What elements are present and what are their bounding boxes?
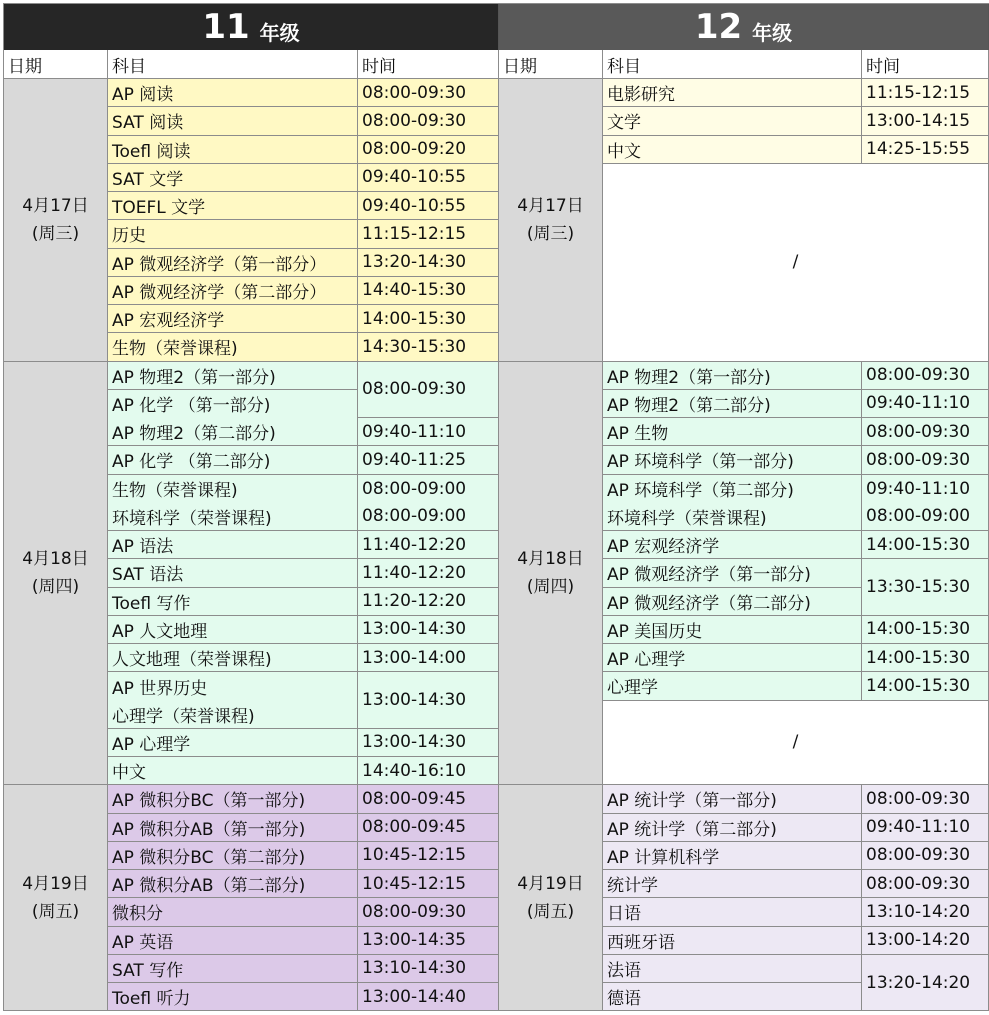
date-label: 4月17日 (22, 195, 89, 216)
time-cell: 14:40-16:10 (358, 757, 499, 785)
header-date: 日期 (499, 50, 603, 79)
subject-cell: 德语 (603, 983, 862, 1011)
subject-cell: AP 宏观经济学 (108, 305, 358, 333)
empty-slot: / (603, 164, 989, 362)
subject-cell: AP 语法 (108, 531, 358, 559)
time-cell: 14:30-15:30 (358, 333, 499, 361)
time-cell: 08:00-09:30 (358, 362, 499, 419)
subject-cell: 统计学 (603, 870, 862, 898)
subject-cell: AP 微积分AB（第一部分) (108, 814, 358, 842)
header-time: 时间 (862, 50, 989, 79)
subject-cell: 心理学 (603, 672, 862, 700)
time-cell: 11:40-12:20 (358, 531, 499, 559)
subject-cell: AP 生物 (603, 418, 862, 446)
header-subject: 科目 (108, 50, 358, 79)
time-cell: 08:00-09:30 (862, 842, 989, 870)
time-cell: 09:40-10:55 (358, 192, 499, 220)
subject-cell: 生物（荣誉课程) (108, 475, 358, 503)
subject-cell: 生物（荣誉课程) (108, 333, 358, 361)
time-cell: 08:00-09:30 (358, 898, 499, 926)
subject-cell: AP 化学 （第一部分) (108, 390, 358, 418)
time-cell: 13:20-14:30 (358, 249, 499, 277)
time-cell: 08:00-09:00 (358, 503, 499, 531)
subject-cell: AP 统计学（第二部分) (603, 814, 862, 842)
subject-cell: 人文地理（荣誉课程) (108, 644, 358, 672)
time-cell: 09:40-11:25 (358, 446, 499, 474)
subject-cell: AP 物理2（第二部分) (603, 390, 862, 418)
date-label: 4月19日 (517, 873, 584, 894)
time-cell: 11:40-12:20 (358, 559, 499, 587)
subject-cell: AP 化学 （第二部分) (108, 446, 358, 474)
subject-cell: AP 物理2（第一部分) (603, 362, 862, 390)
time-cell: 08:00-09:30 (358, 79, 499, 107)
subject-cell: AP 英语 (108, 927, 358, 955)
subject-cell: 中文 (108, 757, 358, 785)
grade-number: 11 (202, 7, 250, 47)
time-cell: 11:15-12:15 (358, 220, 499, 248)
subject-cell: SAT 阅读 (108, 107, 358, 135)
subject-cell: SAT 文学 (108, 164, 358, 192)
time-cell: 13:00-14:30 (358, 616, 499, 644)
time-cell: 08:00-09:45 (358, 785, 499, 813)
subject-cell: Toefl 阅读 (108, 136, 358, 164)
grade-title-12 (499, 4, 989, 50)
time-cell: 10:45-12:15 (358, 842, 499, 870)
weekday-label: (周三) (31, 223, 80, 244)
time-cell: 14:00-15:30 (358, 305, 499, 333)
grade-suffix: 年级 (259, 20, 300, 45)
subject-cell: 心理学（荣誉课程) (108, 701, 358, 729)
time-cell: 13:30-15:30 (862, 559, 989, 616)
subject-cell: AP 计算机科学 (603, 842, 862, 870)
subject-cell: 文学 (603, 107, 862, 135)
subject-cell: 电影研究 (603, 79, 862, 107)
weekday-label: (周三) (526, 223, 575, 244)
grade-number: 12 (694, 7, 743, 47)
subject-cell: AP 微观经济学（第一部分） (108, 249, 358, 277)
subject-cell: SAT 写作 (108, 955, 358, 983)
subject-cell: 历史 (108, 220, 358, 248)
time-cell: 08:00-09:45 (358, 814, 499, 842)
time-cell: 08:00-09:30 (862, 418, 989, 446)
subject-cell: AP 心理学 (603, 644, 862, 672)
header-subject: 科目 (603, 50, 862, 79)
subject-cell: 法语 (603, 955, 862, 983)
subject-cell: 中文 (603, 136, 862, 164)
time-cell: 13:00-14:00 (358, 644, 499, 672)
time-cell: 08:00-09:30 (862, 362, 989, 390)
weekday-label: (周五) (31, 901, 80, 922)
subject-cell: AP 微观经济学（第二部分） (108, 277, 358, 305)
header-time: 时间 (358, 50, 499, 79)
time-cell: 14:40-15:30 (358, 277, 499, 305)
grade-title-11 (4, 4, 499, 50)
subject-cell: AP 世界历史 (108, 672, 358, 700)
weekday-label: (周五) (526, 901, 575, 922)
time-cell: 11:15-12:15 (862, 79, 989, 107)
time-cell: 13:10-14:20 (862, 898, 989, 926)
date-cell-fri-g11 (4, 785, 108, 1011)
time-cell: 14:00-15:30 (862, 672, 989, 700)
subject-cell: AP 统计学（第一部分) (603, 785, 862, 813)
time-cell: 08:00-09:30 (862, 446, 989, 474)
subject-cell: AP 微积分BC（第二部分) (108, 842, 358, 870)
subject-cell: AP 心理学 (108, 729, 358, 757)
time-cell: 08:00-09:20 (358, 136, 499, 164)
subject-cell: AP 阅读 (108, 79, 358, 107)
subject-cell: AP 美国历史 (603, 616, 862, 644)
time-cell: 13:20-14:20 (862, 955, 989, 1012)
subject-cell: 环境科学（荣誉课程) (108, 503, 358, 531)
time-cell: 14:00-15:30 (862, 616, 989, 644)
empty-slot: / (603, 701, 989, 786)
header-date: 日期 (4, 50, 108, 79)
subject-cell: AP 环境科学（第一部分) (603, 446, 862, 474)
time-cell: 14:00-15:30 (862, 644, 989, 672)
time-cell: 13:00-14:20 (862, 927, 989, 955)
time-cell: 13:00-14:30 (358, 672, 499, 729)
time-cell: 09:40-11:10 (358, 418, 499, 446)
date-cell-thu-g12 (499, 362, 603, 786)
time-cell: 10:45-12:15 (358, 870, 499, 898)
date-cell-thu-g11 (4, 362, 108, 786)
subject-cell: Toefl 写作 (108, 588, 358, 616)
time-cell: 08:00-09:00 (358, 475, 499, 503)
date-label: 4月18日 (517, 548, 584, 569)
subject-cell: SAT 语法 (108, 559, 358, 587)
time-cell: 14:25-15:55 (862, 136, 989, 164)
time-cell: 14:00-15:30 (862, 531, 989, 559)
time-cell: 09:40-11:10 (862, 390, 989, 418)
subject-cell: 日语 (603, 898, 862, 926)
time-cell: 09:40-11:10 (862, 475, 989, 503)
time-cell: 08:00-09:30 (358, 107, 499, 135)
time-cell: 09:40-10:55 (358, 164, 499, 192)
subject-cell: 西班牙语 (603, 927, 862, 955)
subject-cell: AP 物理2（第一部分) (108, 362, 358, 390)
subject-cell: AP 微积分AB（第二部分) (108, 870, 358, 898)
time-cell: 13:00-14:30 (358, 729, 499, 757)
subject-cell: Toefl 听力 (108, 983, 358, 1011)
time-cell: 08:00-09:30 (862, 785, 989, 813)
subject-cell: 微积分 (108, 898, 358, 926)
time-cell: 11:20-12:20 (358, 588, 499, 616)
time-cell: 13:10-14:30 (358, 955, 499, 983)
time-cell: 13:00-14:40 (358, 983, 499, 1011)
date-cell-wed-g11 (4, 79, 108, 362)
subject-cell: AP 人文地理 (108, 616, 358, 644)
time-cell: 13:00-14:35 (358, 927, 499, 955)
subject-cell: AP 物理2（第二部分) (108, 418, 358, 446)
weekday-label: (周四) (31, 576, 80, 597)
subject-cell: AP 环境科学（第二部分) (603, 475, 862, 503)
subject-cell: 环境科学（荣誉课程) (603, 503, 862, 531)
time-cell: 08:00-09:00 (862, 503, 989, 531)
time-cell: 13:00-14:15 (862, 107, 989, 135)
date-label: 4月18日 (22, 548, 89, 569)
grade-suffix: 年级 (752, 20, 793, 45)
date-label: 4月17日 (517, 195, 584, 216)
time-cell: 09:40-11:10 (862, 814, 989, 842)
subject-cell: TOEFL 文学 (108, 192, 358, 220)
weekday-label: (周四) (526, 576, 575, 597)
time-cell: 08:00-09:30 (862, 870, 989, 898)
subject-cell: AP 微积分BC（第一部分) (108, 785, 358, 813)
subject-cell: AP 宏观经济学 (603, 531, 862, 559)
subject-cell: AP 微观经济学（第二部分) (603, 588, 862, 616)
date-cell-wed-g12 (499, 79, 603, 362)
subject-cell: AP 微观经济学（第一部分) (603, 559, 862, 587)
date-label: 4月19日 (22, 873, 89, 894)
date-cell-fri-g12 (499, 785, 603, 1011)
